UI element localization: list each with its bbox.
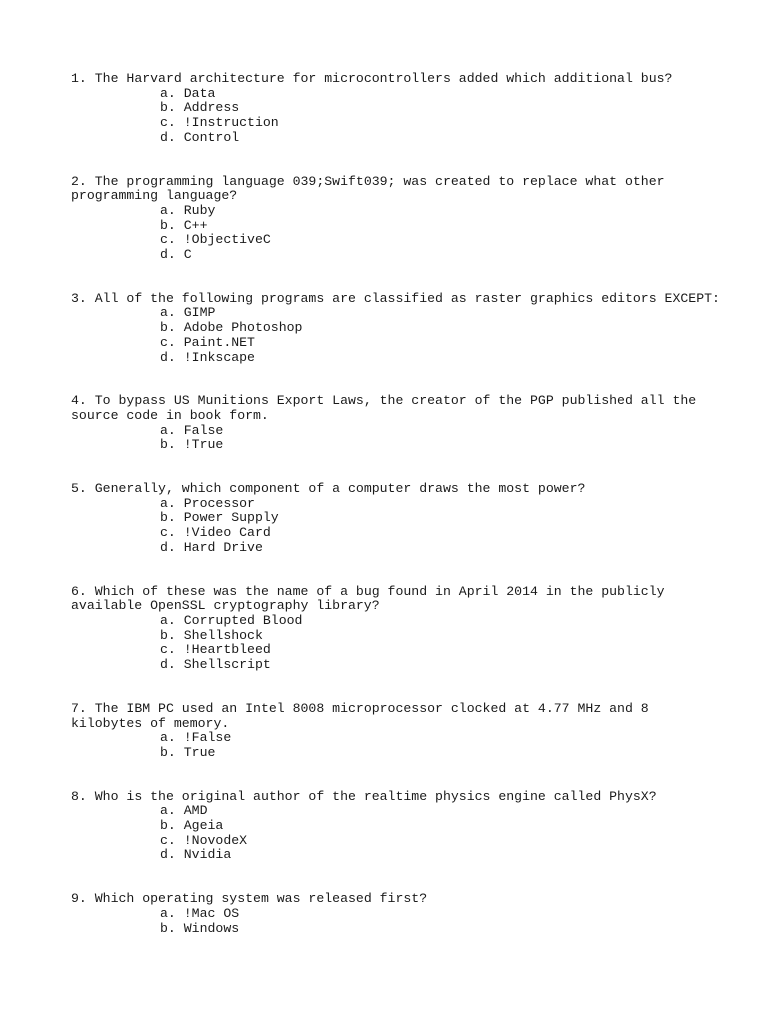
answer-option (71, 306, 721, 321)
option-text: Paint.NET (183, 334, 255, 350)
option-text: !Inkscape (183, 349, 255, 365)
question-6 (71, 585, 721, 673)
option-letter: b. (160, 744, 176, 760)
option-text: !Mac OS (183, 905, 240, 921)
option-text: Windows (183, 920, 240, 936)
question-text (71, 702, 721, 731)
question-text (71, 292, 721, 307)
option-text: !NovodeX (183, 832, 248, 848)
question-prompt: The programming language 039;Swift039; was created to replace what other programming language? (71, 173, 673, 204)
answer-option (71, 87, 721, 102)
option-text: Address (183, 100, 240, 116)
option-letter: b. (160, 510, 176, 526)
option-text: !False (183, 730, 232, 746)
question-number: 8. (71, 788, 87, 804)
option-letter: c. (160, 115, 176, 131)
answer-option (71, 819, 721, 834)
question-prompt: The Harvard architecture for microcontrollers added which additional bus? (94, 71, 673, 86)
answer-option (71, 804, 721, 819)
question-number: 7. (71, 700, 87, 716)
question-prompt: Which operating system was released first? (94, 891, 428, 907)
question-prompt: To bypass US Munitions Export Laws, the creator of the PGP published all the source code in book form. (71, 393, 705, 423)
answer-option (71, 219, 721, 234)
option-text: !ObjectiveC (183, 232, 271, 248)
question-2 (71, 175, 721, 263)
option-text: Hard Drive (183, 539, 263, 555)
option-text: Control (183, 129, 240, 145)
option-letter: d. (160, 539, 176, 555)
answer-option (71, 131, 721, 146)
answer-option (71, 497, 721, 512)
option-letter: b. (160, 100, 176, 116)
question-text (71, 394, 721, 423)
answer-option (71, 834, 721, 849)
option-text: Corrupted Blood (183, 612, 303, 628)
question-text (71, 175, 721, 204)
question-number: 4. (71, 393, 87, 409)
answer-option (71, 629, 721, 644)
answer-option (71, 643, 721, 658)
option-letter: c. (160, 832, 176, 848)
question-4 (71, 394, 721, 453)
option-letter: a. (160, 905, 176, 921)
question-text (71, 790, 721, 805)
answer-option (71, 614, 721, 629)
question-7 (71, 702, 721, 761)
answer-option (71, 746, 721, 761)
option-text: !Video Card (183, 525, 271, 541)
option-text: Power Supply (183, 510, 279, 526)
option-letter: c. (160, 642, 176, 658)
option-letter: a. (160, 612, 176, 628)
option-letter: a. (160, 202, 176, 218)
option-text: Nvidia (183, 847, 232, 863)
question-text (71, 72, 721, 87)
question-9 (71, 892, 721, 936)
question-8 (71, 790, 721, 864)
question-prompt: The IBM PC used an Intel 8008 microprocessor clocked at 4.77 MHz and 8 kilobytes of memory. (71, 700, 657, 731)
question-number: 2. (71, 173, 87, 189)
option-letter: b. (160, 920, 176, 936)
answer-option (71, 424, 721, 439)
quiz-document (71, 72, 721, 965)
answer-option (71, 922, 721, 937)
option-text: !Heartbleed (183, 642, 271, 658)
option-letter: c. (160, 232, 176, 248)
option-letter: a. (160, 85, 176, 101)
answer-option (71, 101, 721, 116)
answer-option (71, 541, 721, 556)
option-letter: a. (160, 422, 176, 438)
question-5 (71, 482, 721, 556)
answer-option (71, 248, 721, 263)
option-text: !Instruction (183, 115, 279, 131)
answer-option (71, 204, 721, 219)
option-text: Data (183, 85, 216, 101)
option-letter: a. (160, 803, 176, 819)
option-letter: b. (160, 627, 176, 643)
question-3 (71, 292, 721, 366)
option-letter: c. (160, 334, 176, 350)
answer-option (71, 907, 721, 922)
option-text: Adobe Photoshop (183, 320, 303, 336)
question-prompt: Who is the original author of the realtime physics engine called PhysX? (94, 788, 657, 804)
option-letter: d. (160, 247, 176, 263)
question-prompt: All of the following programs are classified as raster graphics editors EXCEPT: (94, 290, 720, 306)
option-text: GIMP (183, 305, 216, 321)
option-text: Shellscript (183, 657, 271, 673)
question-text (71, 585, 721, 614)
option-letter: b. (160, 818, 176, 834)
answer-option (71, 526, 721, 541)
option-letter: b. (160, 320, 176, 336)
answer-option (71, 321, 721, 336)
answer-option (71, 116, 721, 131)
answer-option (71, 511, 721, 526)
option-letter: a. (160, 730, 176, 746)
option-letter: b. (160, 217, 176, 233)
option-text: Ageia (183, 818, 224, 834)
answer-option (71, 848, 721, 863)
question-number: 9. (71, 891, 87, 907)
question-number: 1. (71, 71, 87, 86)
option-letter: d. (160, 349, 176, 365)
option-letter: d. (160, 847, 176, 863)
question-number: 5. (71, 481, 87, 497)
option-letter: c. (160, 525, 176, 541)
question-prompt: Which of these was the name of a bug found in April 2014 in the publicly available OpenSSL cryptography library? (71, 583, 673, 614)
option-letter: b. (160, 437, 176, 453)
option-letter: a. (160, 305, 176, 321)
option-text: True (183, 744, 216, 760)
answer-option (71, 351, 721, 366)
question-number: 6. (71, 583, 87, 599)
option-text: C++ (183, 217, 208, 233)
option-text: Processor (183, 495, 255, 511)
option-letter: a. (160, 495, 176, 511)
answer-option (71, 658, 721, 673)
question-1 (71, 72, 721, 146)
option-letter: d. (160, 129, 176, 145)
option-text: AMD (183, 803, 208, 819)
answer-option (71, 233, 721, 248)
answer-option (71, 731, 721, 746)
option-text: C (183, 247, 192, 263)
option-letter: d. (160, 657, 176, 673)
question-text (71, 482, 721, 497)
question-text (71, 892, 721, 907)
question-prompt: Generally, which component of a computer draws the most power? (94, 481, 586, 497)
option-text: Shellshock (183, 627, 263, 643)
question-number: 3. (71, 290, 87, 306)
option-text: Ruby (183, 202, 216, 218)
answer-option (71, 336, 721, 351)
option-text: False (183, 422, 224, 438)
answer-option (71, 438, 721, 453)
option-text: !True (183, 437, 224, 453)
